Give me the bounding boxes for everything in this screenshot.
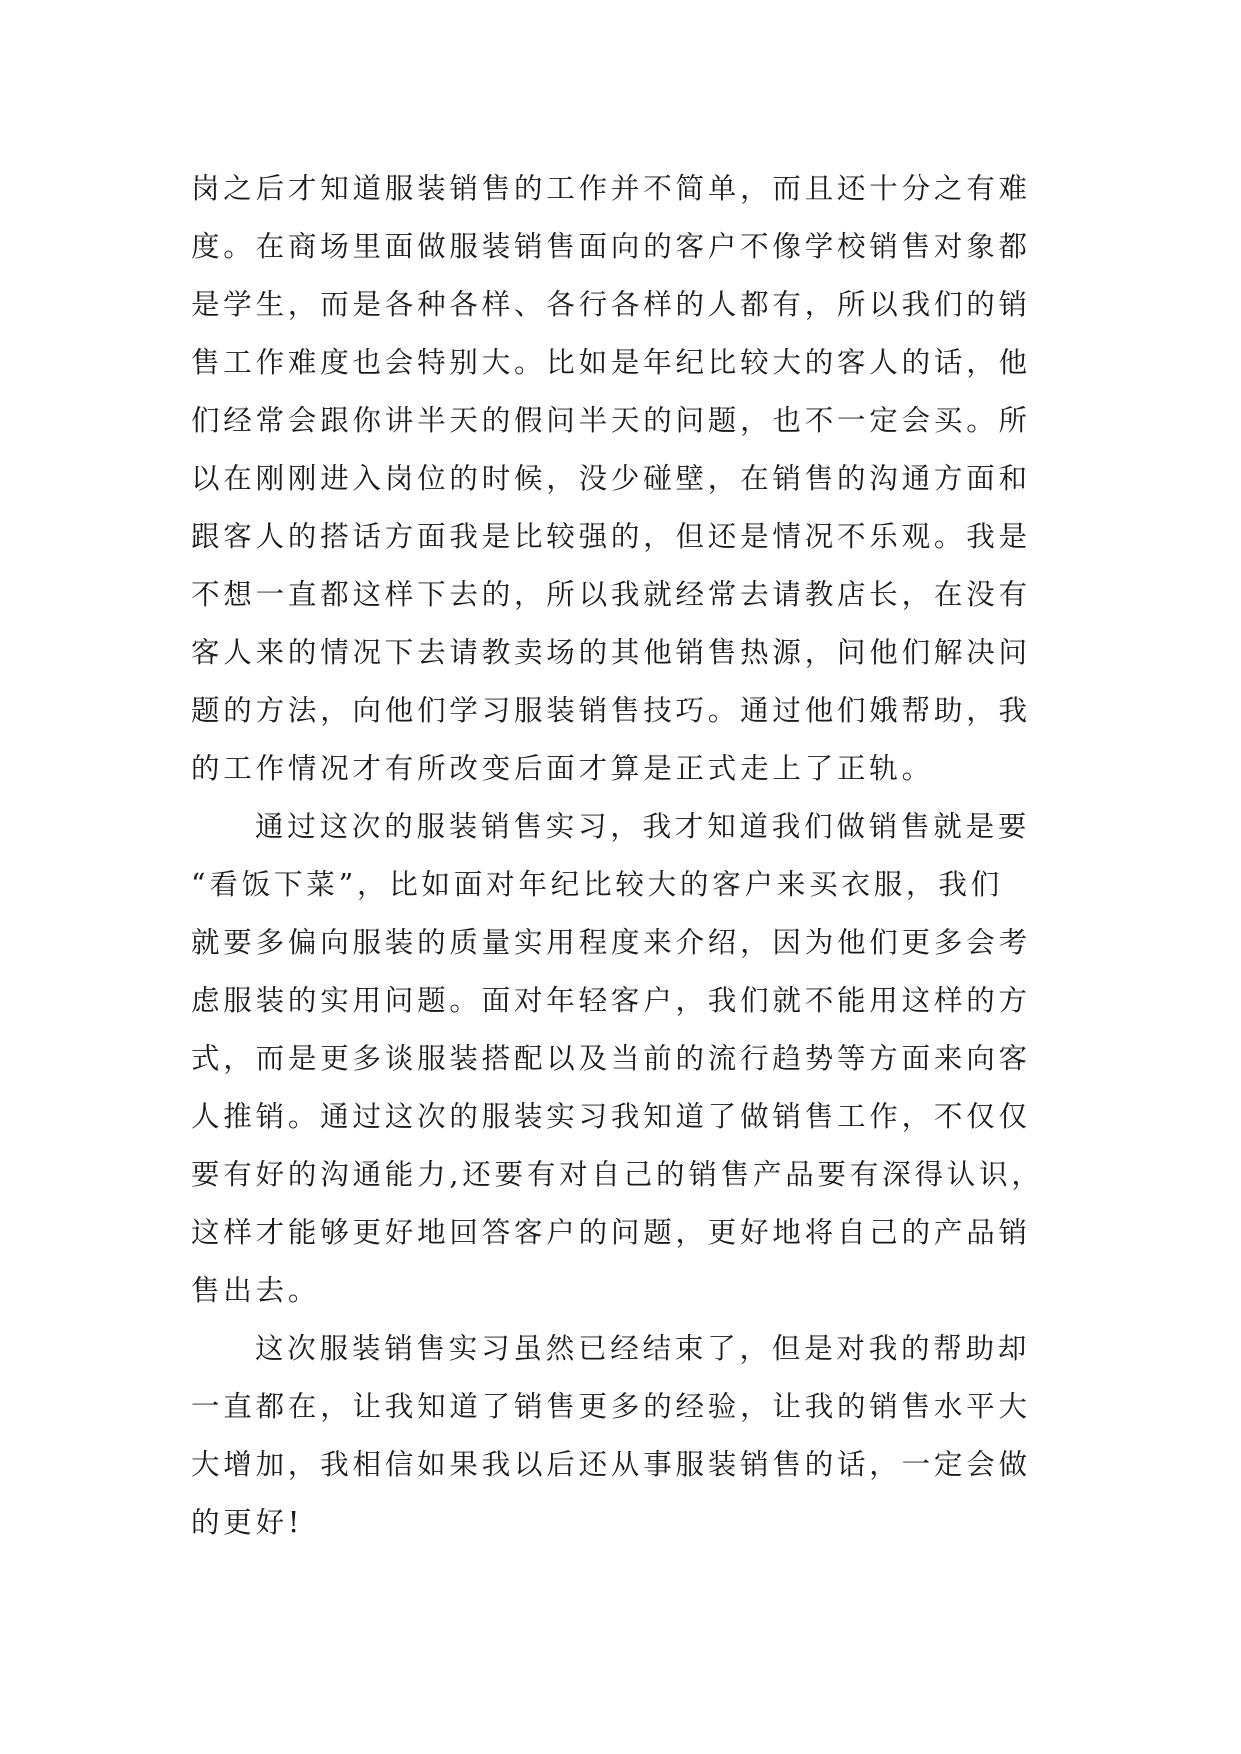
text-line: 售工作难度也会特别大。比如是年纪比较大的客人的话，他 <box>191 346 1031 379</box>
text-line: 以在刚刚进入岗位的时候，没少碰壁，在销售的沟通方面和 <box>191 462 1031 495</box>
text-line: 们经常会跟你讲半天的假问半天的问题，也不一定会买。所 <box>191 404 1031 437</box>
text-line: 式，而是更多谈服装搭配以及当前的流行趋势等方面来向客 <box>191 1042 1031 1075</box>
text-line: 的工作情况才有所改变后面才算是正式走上了正轨。 <box>191 752 934 785</box>
text-line: 岗之后才知道服装销售的工作并不简单，而且还十分之有难 <box>191 172 1031 205</box>
text-line: 就要多偏向服装的质量实用程度来介绍，因为他们更多会考 <box>191 926 1031 959</box>
text-line: 不想一直都这样下去的，所以我就经常去请教店长，在没有 <box>191 578 1031 611</box>
text-line: 的更好! <box>191 1506 304 1539</box>
text-line: 是学生，而是各种各样、各行各样的人都有，所以我们的销 <box>191 288 1031 321</box>
paragraph-start-line: 通过这次的服装销售实习，我才知道我们做销售就是要 <box>255 810 1031 843</box>
paragraph-start-line: 这次服装销售实习虽然已经结束了，但是对我的帮助却 <box>255 1332 1031 1365</box>
text-line: 售出去。 <box>191 1274 321 1307</box>
text-line: 客人来的情况下去请教卖场的其他销售热源，问他们解决问 <box>191 636 1031 669</box>
text-line: 大增加，我相信如果我以后还从事服装销售的话，一定会做 <box>191 1448 1031 1481</box>
text-line: 虑服装的实用问题。面对年轻客户，我们就不能用这样的方 <box>191 984 1031 1017</box>
text-line: 题的方法，向他们学习服装销售技巧。通过他们娥帮助，我 <box>191 694 1031 727</box>
text-line: 一直都在，让我知道了销售更多的经验，让我的销售水平大 <box>191 1390 1031 1423</box>
text-line: 这样才能够更好地回答客户的问题，更好地将自己的产品销 <box>191 1216 1031 1249</box>
text-line: 人推销。通过这次的服装实习我知道了做销售工作，不仅仅 <box>191 1100 1031 1133</box>
text-line: 跟客人的搭话方面我是比较强的，但还是情况不乐观。我是 <box>191 520 1031 553</box>
text-line: 要有好的沟通能力,还要有对自己的销售产品要有深得认识， <box>191 1158 1044 1191</box>
body-text <box>191 160 1051 1552</box>
text-line: “看饭下菜”，比如面对年纪比较大的客户来买衣服，我们 <box>191 868 1003 901</box>
text-line: 度。在商场里面做服装销售面向的客户不像学校销售对象都 <box>191 230 1031 263</box>
